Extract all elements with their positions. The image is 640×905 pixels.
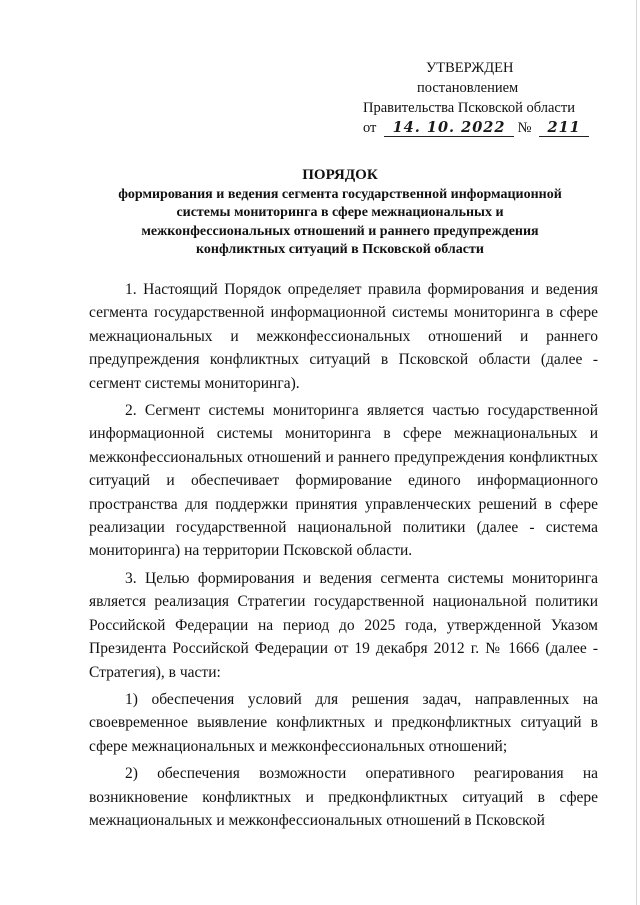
handwritten-number <box>539 120 589 137</box>
issuer-label: Правительства Псковской области <box>363 100 575 116</box>
title-line-4: конфликтных ситуаций в Псковской области <box>196 242 484 257</box>
approved-label: УТВЕРЖДЕН <box>426 60 514 76</box>
paragraph-1: 1. Настоящий Порядок определяет правила формирования и ведения сегмента государственной информационной системы мониторинга в сфере межнациональных и межконфессиональных отношений и раннего предупреждения конфликтных ситуаций в Псковской области (далее - сегмент системы мониторинга). <box>89 281 598 392</box>
handwritten-date <box>384 120 514 137</box>
approval-stamp-block <box>340 58 590 138</box>
paragraph-3: 3. Целью формирования и ведения сегмента системы мониторинга является реализация Стратегии государственной национальной политики Российской Федерации на период до 2025 года, утвержденной Указом Президента Российской Федерации от 19 декабря 2012 г. № 1666 (далее - Стратегия), в части: <box>89 569 598 681</box>
paragraph-3-item-2: 2) обеспечения возможности оперативного реагирования на возникновение конфликтных и предконфликтных ситуаций в сфере межнациональных и межконфессиональных отношений в Псковской <box>89 765 598 829</box>
document-title <box>70 166 610 260</box>
title-line-2: системы мониторинга в сфере межнациональных и <box>176 205 504 220</box>
title-line-3: межконфессиональных отношений и раннего предупреждения <box>141 223 539 239</box>
scan-edge-line <box>636 0 637 905</box>
date-number-line <box>340 118 590 138</box>
paragraph-3-item-1: 1) обеспечения условий для решения задач, направленных на своевременное выявление конфликтных и предконфликтных ситуаций в сфере межнациональных и межконфессиональных отношений; <box>89 690 598 755</box>
by-decree-label: постановлением <box>417 80 519 96</box>
title-line-1: формирования и ведения сегмента государственной информационной <box>118 186 562 202</box>
handwritten-date-value: 14. 10. 2022 <box>392 119 506 136</box>
number-prefix: № <box>517 120 532 136</box>
paragraph-2: 2. Сегмент системы мониторинга является частью государственной информационной системы мониторинга в сфере межнациональных и межконфессиональных отношений и раннего предупреждения конфликтных ситуаций и обеспечивает формирование единого информационного пространства для поддержки принятия управленческих решений в сфере реализации государственной национальной политики (далее - система мониторинга) на территории Псковской области. <box>89 402 598 560</box>
date-prefix: от <box>363 120 377 136</box>
handwritten-number-value: 211 <box>547 119 581 136</box>
title-heading: ПОРЯДОК <box>302 167 378 183</box>
document-body <box>89 278 598 836</box>
